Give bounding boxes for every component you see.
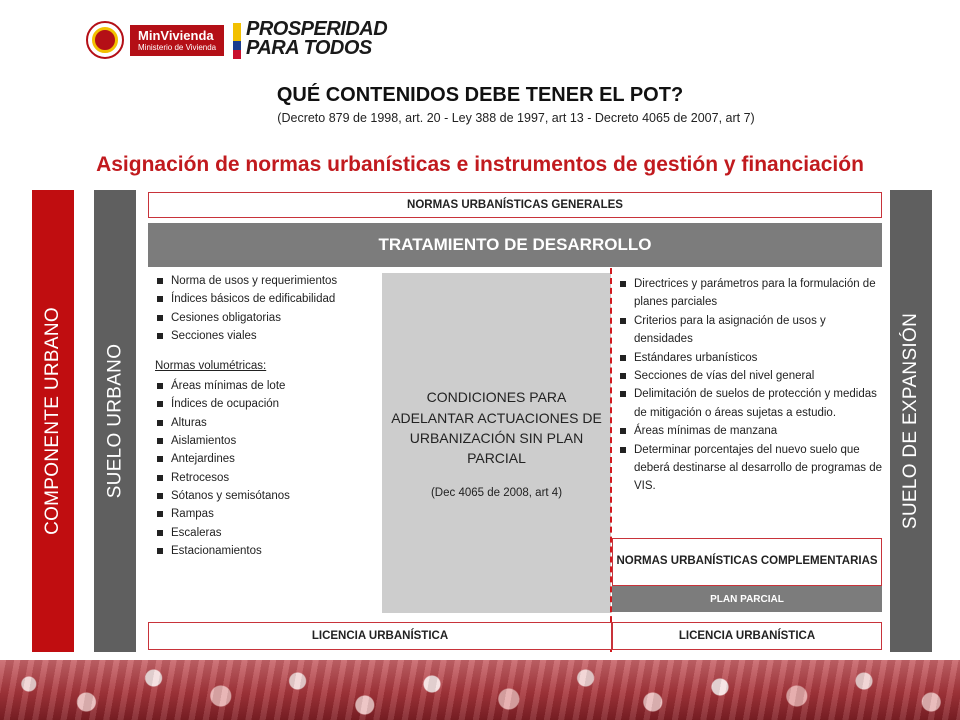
condiciones-title: CONDICIONES PARA ADELANTAR ACTUACIONES DE URBANIZACIÓN SIN PLAN PARCIAL (391, 389, 602, 467)
list-item: Retrocesos (155, 469, 375, 487)
list-item: Estándares urbanísticos (618, 349, 886, 367)
list-item: Alturas (155, 414, 375, 432)
suelo-urbano-bar (94, 190, 136, 652)
list-item: Áreas mínimas de manzana (618, 422, 886, 440)
page-subtitle: (Decreto 879 de 1998, art. 20 - Ley 388 de 1997, art 13 - Decreto 4065 de 2007, art 7) (277, 111, 755, 125)
list-item: Secciones de vías del nivel general (618, 367, 886, 385)
suelo-urbano-label: SUELO URBANO (104, 343, 125, 499)
right-norms-list (618, 275, 886, 496)
ministry-subtitle: Ministerio de Vivienda (138, 42, 217, 52)
componente-urbano-label: COMPONENTE URBANO (42, 307, 63, 535)
coat-of-arms-icon (86, 21, 124, 59)
list-item: Delimitación de suelos de protección y medidas de mitigación o áreas sujetas a estudio. (618, 385, 886, 422)
left-norms-list (155, 272, 375, 560)
list-item: Aislamientos (155, 432, 375, 450)
volumetricas-title: Normas volumétricas: (155, 360, 267, 373)
list-item: Criterios para la asignación de usos y densidades (618, 312, 886, 349)
page-title: QUÉ CONTENIDOS DEBE TENER EL POT? (276, 84, 684, 106)
slogan-line2: PARA TODOS (246, 37, 372, 59)
ministry-badge (130, 25, 224, 56)
list-item: Índices de ocupación (155, 395, 375, 413)
list-item: Estacionamientos (155, 542, 375, 560)
list-item: Sótanos y semisótanos (155, 487, 375, 505)
list-item: Áreas mínimas de lote (155, 377, 375, 395)
plan-parcial-box: PLAN PARCIAL (612, 586, 882, 612)
list-item: Secciones viales (155, 327, 375, 345)
list-item: Norma de usos y requerimientos (155, 272, 375, 290)
suelo-expansion-label: SUELO DE EXPANSIÓN (900, 312, 921, 530)
ministry-name: MinVivienda (138, 27, 214, 43)
ministry-logo (86, 20, 226, 60)
list-item: Escaleras (155, 524, 375, 542)
list-item: Índices básicos de edificabilidad (155, 290, 375, 308)
componente-urbano-bar (32, 190, 74, 652)
tratamiento-desarrollo-box: TRATAMIENTO DE DESARROLLO (148, 223, 882, 267)
slogan-line1: PROSPERIDAD (246, 18, 388, 40)
section-heading: Asignación de normas urbanísticas e instrumentos de gestión y financiación (96, 153, 864, 176)
list-item: Antejardines (155, 450, 375, 468)
licencia-urbanistica-right: LICENCIA URBANÍSTICA (612, 622, 882, 650)
crowd-photo-banner (0, 660, 960, 720)
suelo-expansion-bar (890, 190, 932, 652)
condiciones-reference: (Dec 4065 de 2008, art 4) (430, 486, 563, 499)
colombia-flag-icon (233, 23, 241, 59)
list-item: Directrices y parámetros para la formulación de planes parciales (618, 275, 886, 312)
normas-complementarias-box: NORMAS URBANÍSTICAS COMPLEMENTARIAS (612, 538, 882, 586)
prosperidad-logo (246, 20, 406, 58)
list-item: Cesiones obligatorias (155, 309, 375, 327)
list-item: Determinar porcentajes del nuevo suelo que deberá destinarse al desarrollo de programas de VIS. (618, 441, 886, 496)
licencia-urbanistica-left: LICENCIA URBANÍSTICA (148, 622, 612, 650)
condiciones-box (382, 273, 611, 613)
normas-generales-box: NORMAS URBANÍSTICAS GENERALES (148, 192, 882, 218)
list-item: Rampas (155, 505, 375, 523)
